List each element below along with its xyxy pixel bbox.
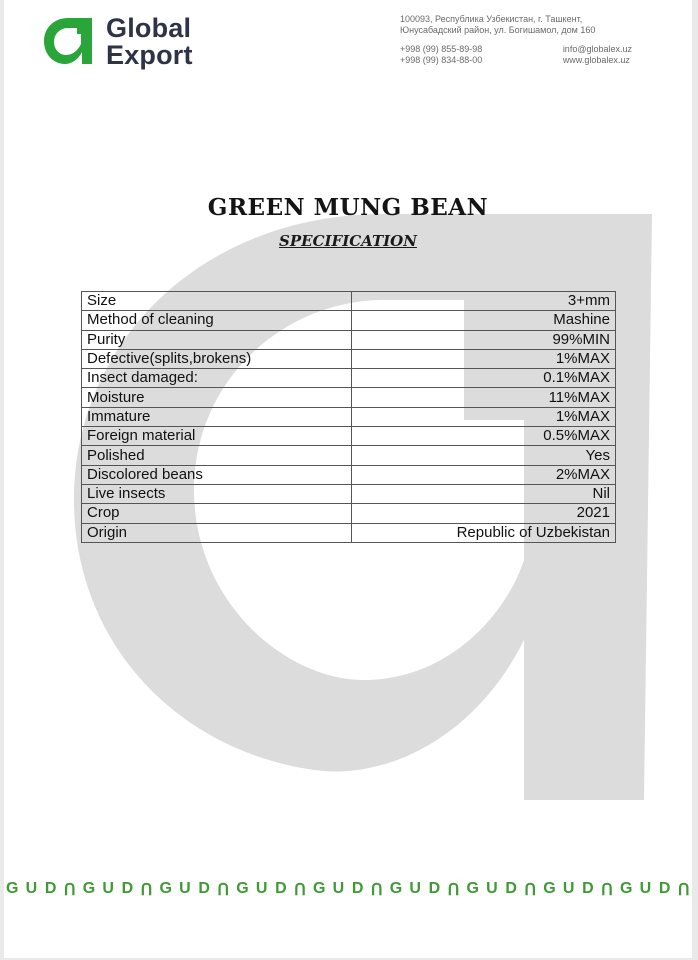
table-row [82,427,616,446]
table-row [82,523,616,542]
address-line2: Юнусабадский район, ул. Богишамол, дом 160 [400,25,596,35]
spec-value: 11%MAX [352,388,616,407]
page-title: GREEN MUNG BEAN [207,194,489,221]
footer-pattern-glyph: U [102,880,114,897]
footer-pattern-glyph: D [275,880,287,897]
spec-key: Discolored beans [82,465,352,484]
footer-pattern-glyph: Ո [524,882,537,899]
phone-1: +998 (99) 855-89-98 [400,44,483,54]
spec-value: 1%MAX [352,349,616,368]
spec-key: Size [82,292,352,311]
spec-key: Insect damaged: [82,369,352,388]
table-row [82,388,616,407]
footer-pattern-glyph: G [619,880,633,897]
footer-pattern-glyph: U [25,880,38,897]
global-export-logo-icon [40,14,96,70]
company-name-line2: Export [106,40,193,70]
spec-key: Crop [82,504,352,523]
spec-value: 2%MAX [352,465,616,484]
footer-pattern-glyph: U [179,880,191,897]
spec-value: 99%MIN [352,330,616,349]
spec-value: 0.1%MAX [352,369,616,388]
table-row [82,311,616,330]
spec-value: Republic of Uzbekistan [352,523,616,542]
footer-pattern-glyph: G [5,880,19,897]
footer-pattern-glyph: G [312,880,326,897]
contact-block [400,14,632,66]
specification-table [81,291,616,543]
footer-pattern-glyph: U [332,880,345,897]
spec-key: Foreign material [82,427,352,446]
spec-key: Immature [82,407,352,426]
table-row [82,407,616,426]
footer-pattern-glyph: Ո [447,882,460,899]
footer-pattern-glyph: D [121,880,134,897]
table-row [82,349,616,368]
footer-pattern-glyph: G [82,880,96,897]
website: www.globalex.uz [562,55,630,65]
footer-pattern-glyph: U [562,880,575,897]
footer-pattern-glyph: G [543,880,556,897]
spec-value: 1%MAX [352,407,616,426]
spec-key: Live insects [82,484,352,503]
page-subtitle: SPECIFICATION [279,232,417,250]
spec-key: Defective(splits,brokens) [82,349,352,368]
footer-pattern-glyph: G [159,880,172,897]
spec-value: 2021 [352,504,616,523]
footer-pattern-glyph: Ո [294,882,306,899]
company-name-line1: Global [106,13,192,43]
footer-pattern-glyph: Ո [601,882,613,899]
footer-pattern-glyph: D [351,880,364,897]
footer-pattern-glyph: Ո [217,882,230,899]
table-row [82,330,616,349]
company-name [106,15,193,69]
footer-pattern-glyph: Ո [370,882,383,899]
spec-key: Origin [82,523,352,542]
table-row [82,292,616,311]
footer-pattern-glyph: Ո [677,882,690,899]
footer-pattern-glyph: D [198,880,210,897]
table-row [82,465,616,484]
footer-pattern-glyph: D [44,880,57,897]
table-row [82,484,616,503]
decorative-footer-pattern [4,880,692,906]
spec-value: 0.5%MAX [352,427,616,446]
footer-pattern-glyph: D [428,880,441,897]
spec-value: 3+mm [352,292,616,311]
footer-pattern-glyph: G [466,880,479,897]
footer-pattern-glyph: U [255,880,268,897]
table-row [82,504,616,523]
spec-key: Moisture [82,388,352,407]
table-row [82,446,616,465]
footer-pattern-glyph: D [658,880,671,897]
footer-pattern-glyph: U [639,880,652,897]
phone-2: +998 (99) 834-88-00 [400,55,483,65]
footer-pattern-glyph: U [486,880,498,897]
spec-key: Method of cleaning [82,311,352,330]
footer-pattern-glyph: G [236,880,249,897]
footer-pattern-glyph: U [409,880,421,897]
address-line1: 100093, Республика Узбекистан, г. Ташкент, [400,14,583,24]
footer-pattern-glyph: D [582,880,594,897]
spec-value: Mashine [352,311,616,330]
spec-value: Yes [352,446,616,465]
email: info@globalex.uz [562,44,632,54]
table-row [82,369,616,388]
footer-pattern-glyph: G [389,880,403,897]
spec-key: Polished [82,446,352,465]
footer-pattern-glyph: Ո [140,882,153,899]
spec-key: Purity [82,330,352,349]
document-page [4,0,692,958]
spec-value: Nil [352,484,616,503]
footer-pattern-glyph: D [505,880,517,897]
footer-pattern-glyph: Ո [63,882,76,899]
company-logo [40,14,193,70]
